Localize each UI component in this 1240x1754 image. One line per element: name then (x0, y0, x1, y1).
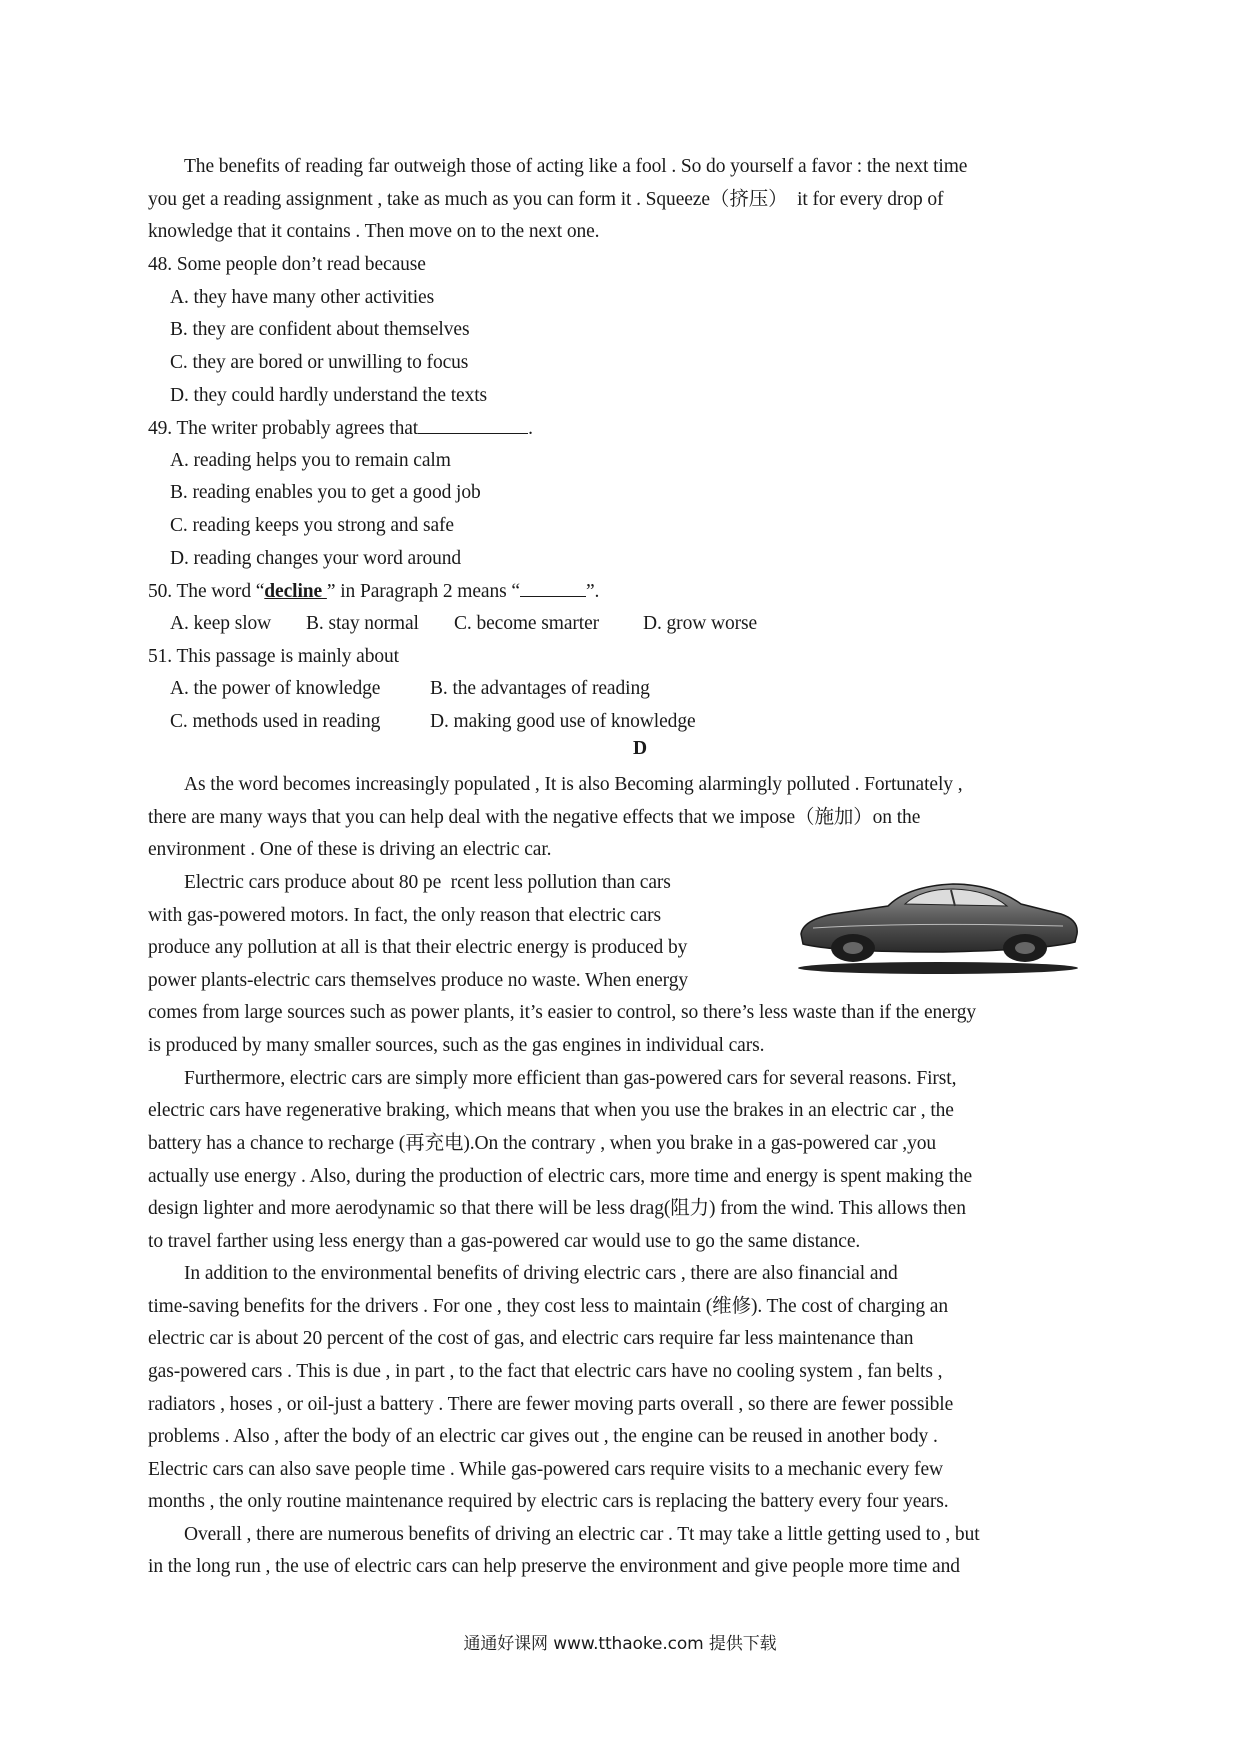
section-heading: D (633, 738, 647, 759)
question-51-stem: 51. This passage is mainly about (148, 646, 399, 667)
paragraph-1-line-1: As the word becomes increasingly populated , It is also Becoming alarmingly polluted . Fortunately , (184, 774, 963, 795)
electric-car-image (793, 876, 1083, 976)
question-51-option-d: D. making good use of knowledge (430, 711, 696, 732)
question-51-option-a: A. the power of knowledge (170, 678, 381, 699)
question-50-option-c: C. become smarter (454, 613, 600, 634)
question-48-option-a: A. they have many other activities (170, 287, 435, 308)
paragraph-5-line-2: in the long run , the use of electric cars can help preserve the environment and give people more time and (148, 1556, 960, 1577)
question-50-stem-line (148, 578, 599, 604)
answer-blank (418, 415, 528, 434)
question-50-stem-mid: ” in Paragraph 2 means “ (326, 581, 520, 602)
question-50-stem-end: ”. (585, 581, 600, 602)
paragraph-4-line-2: time-saving benefits for the drivers . For one , they cost less to maintain (维修). The cost of charging an (148, 1296, 949, 1317)
paragraph-4-line-1: In addition to the environmental benefits of driving electric cars , there are also financial and (184, 1263, 898, 1284)
page-footer: 通通好课网 www.tthaoke.com 提供下载 (463, 1634, 777, 1654)
passage-c-line-3: knowledge that it contains . Then move on to the next one. (148, 221, 600, 242)
paragraph-2-line-6: is produced by many smaller sources, such as the gas engines in individual cars. (148, 1035, 765, 1056)
question-51-option-c: C. methods used in reading (170, 711, 381, 732)
paragraph-2-line-4: power plants-electric cars themselves produce no waste. When energy (148, 970, 688, 991)
paragraph-2-line-3: produce any pollution at all is that their electric energy is produced by (148, 937, 688, 958)
question-50-option-a: A. keep slow (170, 613, 272, 634)
question-50-keyword: decline (264, 581, 327, 602)
question-51-option-b: B. the advantages of reading (430, 678, 650, 699)
paragraph-4-line-7: Electric cars can also save people time . While gas-powered cars require visits to a mechanic every few (148, 1459, 943, 1480)
question-48-option-c: C. they are bored or unwilling to focus (170, 352, 469, 373)
paragraph-2-line-1: Electric cars produce about 80 pe rcent less pollution than cars (184, 872, 671, 893)
passage-c-line-1: The benefits of reading far outweigh those of acting like a fool . So do yourself a favor : the next time (184, 156, 968, 177)
paragraph-2-line-5: comes from large sources such as power plants, it’s easier to control, so there’s less waste than if the energy (148, 1002, 977, 1023)
question-48-option-b: B. they are confident about themselves (170, 319, 470, 340)
paragraph-3-line-2: electric cars have regenerative braking, which means that when you use the brakes in an electric car , the (148, 1100, 954, 1121)
paragraph-3-line-4: actually use energy . Also, during the production of electric cars, more time and energy is spent making the (148, 1166, 973, 1187)
question-50-stem-pre: 50. The word “ (148, 581, 265, 602)
question-49-option-b: B. reading enables you to get a good job (170, 482, 481, 503)
question-50-option-d: D. grow worse (643, 613, 758, 634)
paragraph-3-line-1: Furthermore, electric cars are simply more efficient than gas-powered cars for several reasons. First, (184, 1068, 957, 1089)
question-48-stem: 48. Some people don’t read because (148, 254, 426, 275)
paragraph-3-line-3: battery has a chance to recharge (再充电).On the contrary , when you brake in a gas-powered car ,you (148, 1133, 937, 1154)
question-49-stem-end: . (528, 418, 533, 439)
paragraph-4-line-8: months , the only routine maintenance required by electric cars is replacing the battery every four years. (148, 1491, 949, 1512)
answer-blank (520, 578, 586, 597)
paragraph-4-line-5: radiators , hoses , or oil-just a battery . There are fewer moving parts overall , so there are fewer possible (148, 1394, 954, 1415)
paragraph-1-line-3: environment . One of these is driving an electric car. (148, 839, 552, 860)
question-49-stem: 49. The writer probably agrees that (148, 418, 419, 439)
paragraph-2-line-2: with gas-powered motors. In fact, the only reason that electric cars (148, 905, 662, 926)
paragraph-4-line-6: problems . Also , after the body of an electric car gives out , the engine can be reused in another body . (148, 1426, 938, 1447)
question-49-option-c: C. reading keeps you strong and safe (170, 515, 454, 536)
paragraph-4-line-4: gas-powered cars . This is due , in part , to the fact that electric cars have no cooling system , fan belts , (148, 1361, 943, 1382)
paragraph-5-line-1: Overall , there are numerous benefits of driving an electric car . Tt may take a little getting used to , but (184, 1524, 980, 1545)
question-49-option-a: A. reading helps you to remain calm (170, 450, 451, 471)
paragraph-4-line-3: electric car is about 20 percent of the cost of gas, and electric cars require far less maintenance than (148, 1328, 914, 1349)
paragraph-3-line-6: to travel farther using less energy than a gas-powered car would use to go the same distance. (148, 1231, 861, 1252)
question-49-stem-line (148, 415, 533, 441)
passage-c-line-2: you get a reading assignment , take as much as you can form it . Squeeze（挤压） it for every drop of (148, 189, 944, 210)
paragraph-1-line-2: there are many ways that you can help deal with the negative effects that we impose（施加）on the (148, 807, 921, 828)
question-50-option-b: B. stay normal (306, 613, 419, 634)
question-49-option-d: D. reading changes your word around (170, 548, 462, 569)
question-48-option-d: D. they could hardly understand the texts (170, 385, 488, 406)
paragraph-3-line-5: design lighter and more aerodynamic so that there will be less drag(阻力) from the wind. This allows then (148, 1198, 966, 1219)
